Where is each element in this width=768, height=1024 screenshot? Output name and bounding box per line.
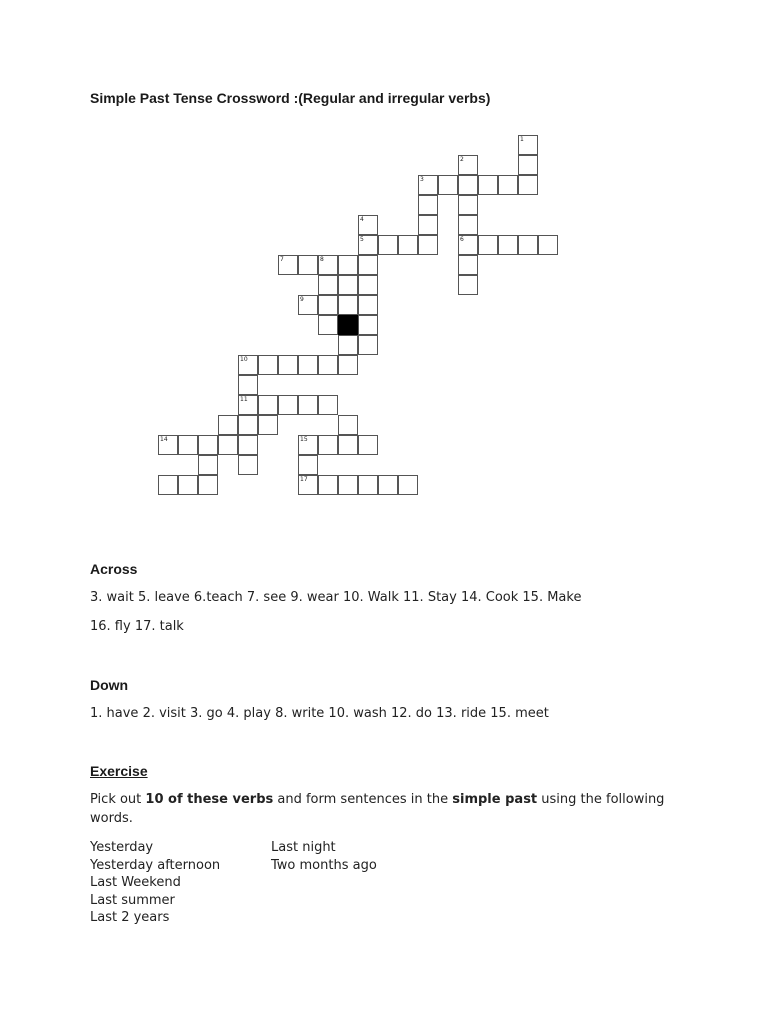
crossword-cell[interactable]: [418, 215, 438, 235]
crossword-cell[interactable]: [258, 395, 278, 415]
crossword-cell[interactable]: [298, 455, 318, 475]
crossword-cell[interactable]: [298, 395, 318, 415]
crossword-cell[interactable]: [278, 395, 298, 415]
crossword-cell[interactable]: [518, 235, 538, 255]
time-expression: Two months ago: [271, 857, 377, 873]
crossword-cell[interactable]: [318, 355, 338, 375]
crossword-cell[interactable]: [198, 475, 218, 495]
clue-number: 6: [460, 236, 464, 243]
crossword-cell[interactable]: [498, 175, 518, 195]
exercise-heading: Exercise: [90, 763, 148, 779]
crossword-cell[interactable]: [458, 215, 478, 235]
crossword-cell[interactable]: [358, 275, 378, 295]
crossword-cell[interactable]: [238, 395, 258, 415]
time-expression: Last night: [271, 840, 336, 855]
crossword-cell[interactable]: [298, 475, 318, 495]
clue-number: 15: [300, 436, 308, 443]
instruction-emphasis-tense: simple past: [452, 792, 538, 807]
crossword-cell[interactable]: [318, 475, 338, 495]
crossword-cell[interactable]: [358, 235, 378, 255]
crossword-cell[interactable]: [318, 255, 338, 275]
crossword-cell[interactable]: [238, 435, 258, 455]
instruction-emphasis-verbs: 10 of these verbs: [145, 792, 274, 807]
crossword-cell[interactable]: [518, 175, 538, 195]
time-expression: Yesterday: [90, 840, 154, 855]
across-heading: Across: [90, 561, 138, 577]
crossword-cell[interactable]: [178, 435, 198, 455]
crossword-cell[interactable]: [518, 135, 538, 155]
crossword-cell[interactable]: [378, 235, 398, 255]
crossword-cell[interactable]: [318, 275, 338, 295]
crossword-cell[interactable]: [358, 315, 378, 335]
crossword-cell[interactable]: [478, 235, 498, 255]
crossword-cell[interactable]: [238, 415, 258, 435]
crossword-cell[interactable]: [338, 435, 358, 455]
clue-number: 4: [360, 216, 364, 223]
crossword-cell[interactable]: [198, 435, 218, 455]
time-expression: Last summer: [90, 892, 175, 908]
clue-number: 1: [520, 136, 524, 143]
crossword-cell[interactable]: [458, 235, 478, 255]
crossword-cell[interactable]: [458, 155, 478, 175]
crossword-cell[interactable]: [258, 355, 278, 375]
crossword-cell[interactable]: [358, 335, 378, 355]
down-clues-line: 1. have 2. visit 3. go 4. play 8. write 10. wash 12. do 13. ride 15. meet: [90, 706, 549, 721]
crossword-cell[interactable]: [318, 315, 338, 335]
clue-number: 7: [280, 256, 284, 263]
time-expression: Last 2 years: [90, 910, 170, 925]
crossword-cell[interactable]: [278, 355, 298, 375]
crossword-cell[interactable]: [518, 155, 538, 175]
crossword-cell[interactable]: [538, 235, 558, 255]
crossword-cell[interactable]: [498, 235, 518, 255]
time-expressions-column-2: [271, 839, 377, 874]
crossword-cell[interactable]: [338, 355, 358, 375]
crossword-cell[interactable]: [218, 435, 238, 455]
crossword-cell[interactable]: [158, 475, 178, 495]
crossword-cell[interactable]: [398, 235, 418, 255]
crossword-cell[interactable]: [318, 295, 338, 315]
crossword-cell[interactable]: [238, 375, 258, 395]
clue-number: 8: [320, 256, 324, 263]
across-clues-line-1: 3. wait 5. leave 6.teach 7. see 9. wear 10. Walk 11. Stay 14. Cook 15. Make: [90, 590, 582, 605]
worksheet-title: Simple Past Tense Crossword :(Regular and irregular verbs): [90, 90, 491, 106]
crossword-cell[interactable]: [358, 215, 378, 235]
crossword-cell[interactable]: [338, 475, 358, 495]
time-expression: Last Weekend: [90, 875, 181, 890]
across-clues-line-2: 16. fly 17. talk: [90, 619, 184, 634]
crossword-cell[interactable]: [338, 335, 358, 355]
clue-number: 2: [460, 156, 464, 163]
crossword-cell[interactable]: [178, 475, 198, 495]
crossword-cell[interactable]: [478, 175, 498, 195]
crossword-cell[interactable]: [438, 175, 458, 195]
crossword-cell[interactable]: [318, 395, 338, 415]
crossword-cell[interactable]: [298, 255, 318, 275]
crossword-cell[interactable]: [418, 195, 438, 215]
crossword-cell[interactable]: [358, 475, 378, 495]
crossword-cell[interactable]: [198, 455, 218, 475]
crossword-cell[interactable]: [318, 435, 338, 455]
clue-number: 9: [300, 296, 304, 303]
crossword-cell[interactable]: [338, 255, 358, 275]
crossword-cell[interactable]: [458, 255, 478, 275]
time-expressions-column-1: [90, 839, 220, 927]
crossword-cell[interactable]: [298, 295, 318, 315]
clue-number: 10: [240, 356, 248, 363]
crossword-cell[interactable]: [358, 255, 378, 275]
crossword-cell[interactable]: [258, 415, 278, 435]
crossword-cell[interactable]: [338, 275, 358, 295]
crossword-cell[interactable]: [358, 295, 378, 315]
crossword-black-cell: [338, 315, 358, 335]
time-expression: Yesterday afternoon: [90, 857, 221, 873]
crossword-cell[interactable]: [338, 415, 358, 435]
crossword-cell[interactable]: [298, 355, 318, 375]
clue-number: 11: [240, 396, 248, 403]
crossword-cell[interactable]: [378, 475, 398, 495]
exercise-instruction-line-2: words.: [90, 811, 133, 826]
crossword-cell[interactable]: [338, 295, 358, 315]
crossword-cell[interactable]: [158, 435, 178, 455]
clue-number: 5: [360, 236, 364, 243]
crossword-cell[interactable]: [418, 235, 438, 255]
clue-number: 14: [160, 436, 168, 443]
clue-number: 17: [300, 476, 308, 483]
crossword-cell[interactable]: [218, 415, 238, 435]
crossword-cell[interactable]: [358, 435, 378, 455]
crossword-cell[interactable]: [298, 435, 318, 455]
crossword-cell[interactable]: [458, 275, 478, 295]
crossword-cell[interactable]: [458, 195, 478, 215]
clue-number: 3: [420, 176, 424, 183]
down-heading: Down: [90, 677, 129, 693]
crossword-cell[interactable]: [458, 175, 478, 195]
crossword-cell[interactable]: [238, 355, 258, 375]
crossword-cell[interactable]: [278, 255, 298, 275]
exercise-instruction: Pick out 10 of these verbs and form sentences in the simple past using the following: [90, 792, 665, 807]
crossword-cell[interactable]: [398, 475, 418, 495]
crossword-cell[interactable]: [418, 175, 438, 195]
crossword-cell[interactable]: [238, 455, 258, 475]
